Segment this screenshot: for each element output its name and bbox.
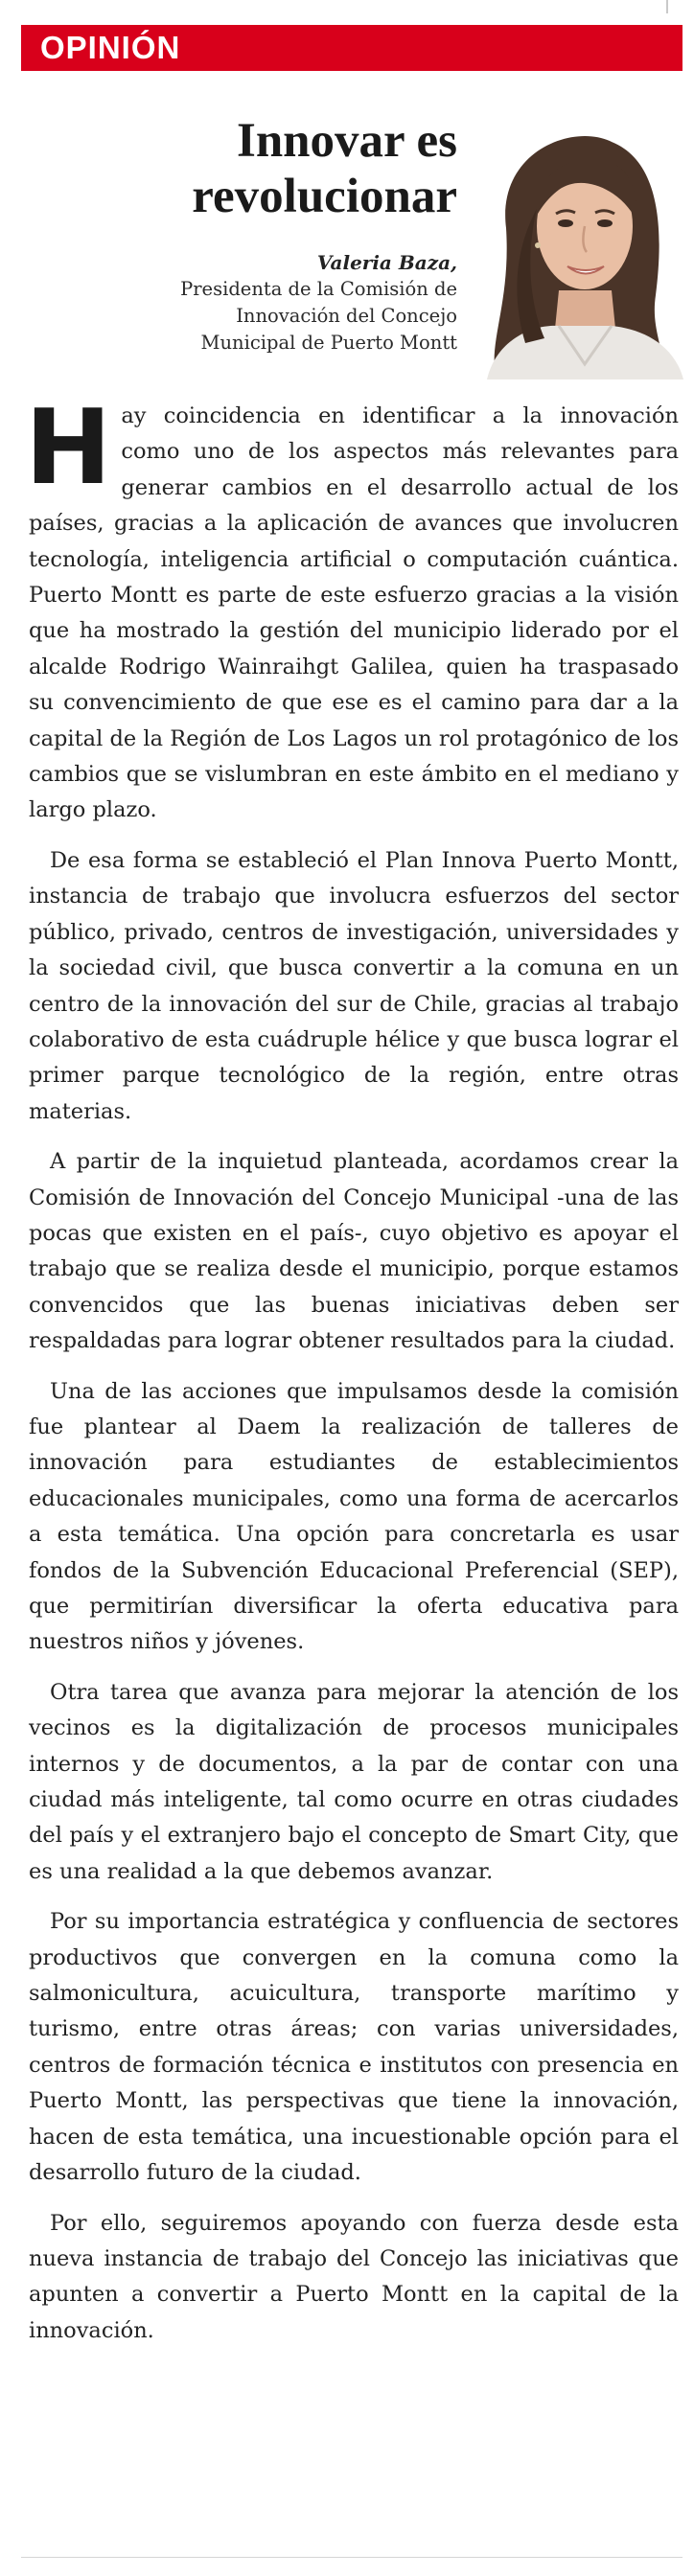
author-role-line-3: Municipal de Puerto Montt [200,332,457,354]
article-header [21,113,457,356]
title-line-2: revolucionar [192,170,457,223]
paragraph-3: A partir de la inquietud planteada, acordamos crear la Comisión de Innovación del Concejo Municipal -una de las pocas que existen en el país-, cuyo objetivo es apoyar el trabajo que se realiza desde el municipio, porque estamos convencidos que las buenas iniciativas deben ser respaldadas para lograr obtener resultados para la ciudad. [29,1149,679,1354]
title-line-1: Innovar es [236,114,457,168]
paragraph-1-text: ay coincidencia en identificar a la innovación como uno de los aspectos más relevantes para generar cambios en el desarrollo actual de los países, gracias a la aplicación de avances que involucren tecnología, inteligencia artificial o computación cuántica. Puerto Montt es parte de este esfuerzo gracias a la visión que ha mostrado la gestión del municipio liderado por el alcalde Rodrigo Wainraihgt Galilea, quien ha traspasado su convencimiento de que ese es el camino para dar a la capital de la Región de Los Lagos un rol protagónico de los cambios que se vislumbran en este ámbito en el mediano y largo plazo. [29,403,679,823]
paragraph-7: Por ello, seguiremos apoyando con fuerza desde esta nueva instancia de trabajo del Concejo las iniciativas que apunten a convertir a Puerto Montt en la capital de la innovación. [29,2210,679,2343]
article-body [25,388,679,2363]
column-divider [666,0,668,13]
author-role [21,276,457,356]
author-role-line-2: Innovación del Concejo [236,305,457,327]
paragraph-5: Otra tarea que avanza para mejorar la atención de los vecinos es la digitalización de procesos municipales internos y de documentos, a la par de contar con una ciudad más inteligente, tal como ocurre en otras ciudades del país y el extranjero bajo el concepto de Smart City, que es una realidad a la que debemos avanzar. [29,1679,679,1884]
author-portrait-icon [468,113,686,380]
section-banner [21,25,682,71]
paragraph-6: Por su importancia estratégica y confluencia de sectores productivos que convergen en la comuna como la salmonicultura, acuicultura, transporte marítimo y turismo, entre otras áreas; con varias universidades, centros de formación técnica e institutos con presencia en Puerto Montt, las perspectivas que tiene la innovación, hacen de esta temática, una incuestionable opción para el desarrollo futuro de la ciudad. [29,1909,679,2186]
bottom-divider [21,2557,682,2558]
article-title [21,113,457,224]
drop-cap: H [25,388,112,508]
paragraph-4: Una de las acciones que impulsamos desde la comisión fue plantear al Daem la realización de talleres de innovación para estudiantes de establecimientos educacionales municipales, como una forma de acercarlos a esta temática. Una opción para concretarla es usar fondos de la Subvención Educacional Preferencial (SEP), que permitirían diversificar la oferta educativa para nuestros niños y jóvenes. [29,1378,679,1655]
section-label: OPINIÓN [40,30,181,65]
author-name: Valeria Baza, [316,251,457,274]
paragraph-1 [25,388,679,829]
paragraph-2: De esa forma se estableció el Plan Innova Puerto Montt, instancia de trabajo que involucra esfuerzos del sector público, privado, centros de investigación, universidades y la sociedad civil, que busca convertir a la comuna en un centro de la innovación del sur de Chile, gracias al trabajo colaborativo de esta cuádruple hélice y que busca lograr el primer parque tecnológico de la región, entre otras materias. [29,847,679,1124]
author-role-line-1: Presidenta de la Comisión de [180,278,457,300]
